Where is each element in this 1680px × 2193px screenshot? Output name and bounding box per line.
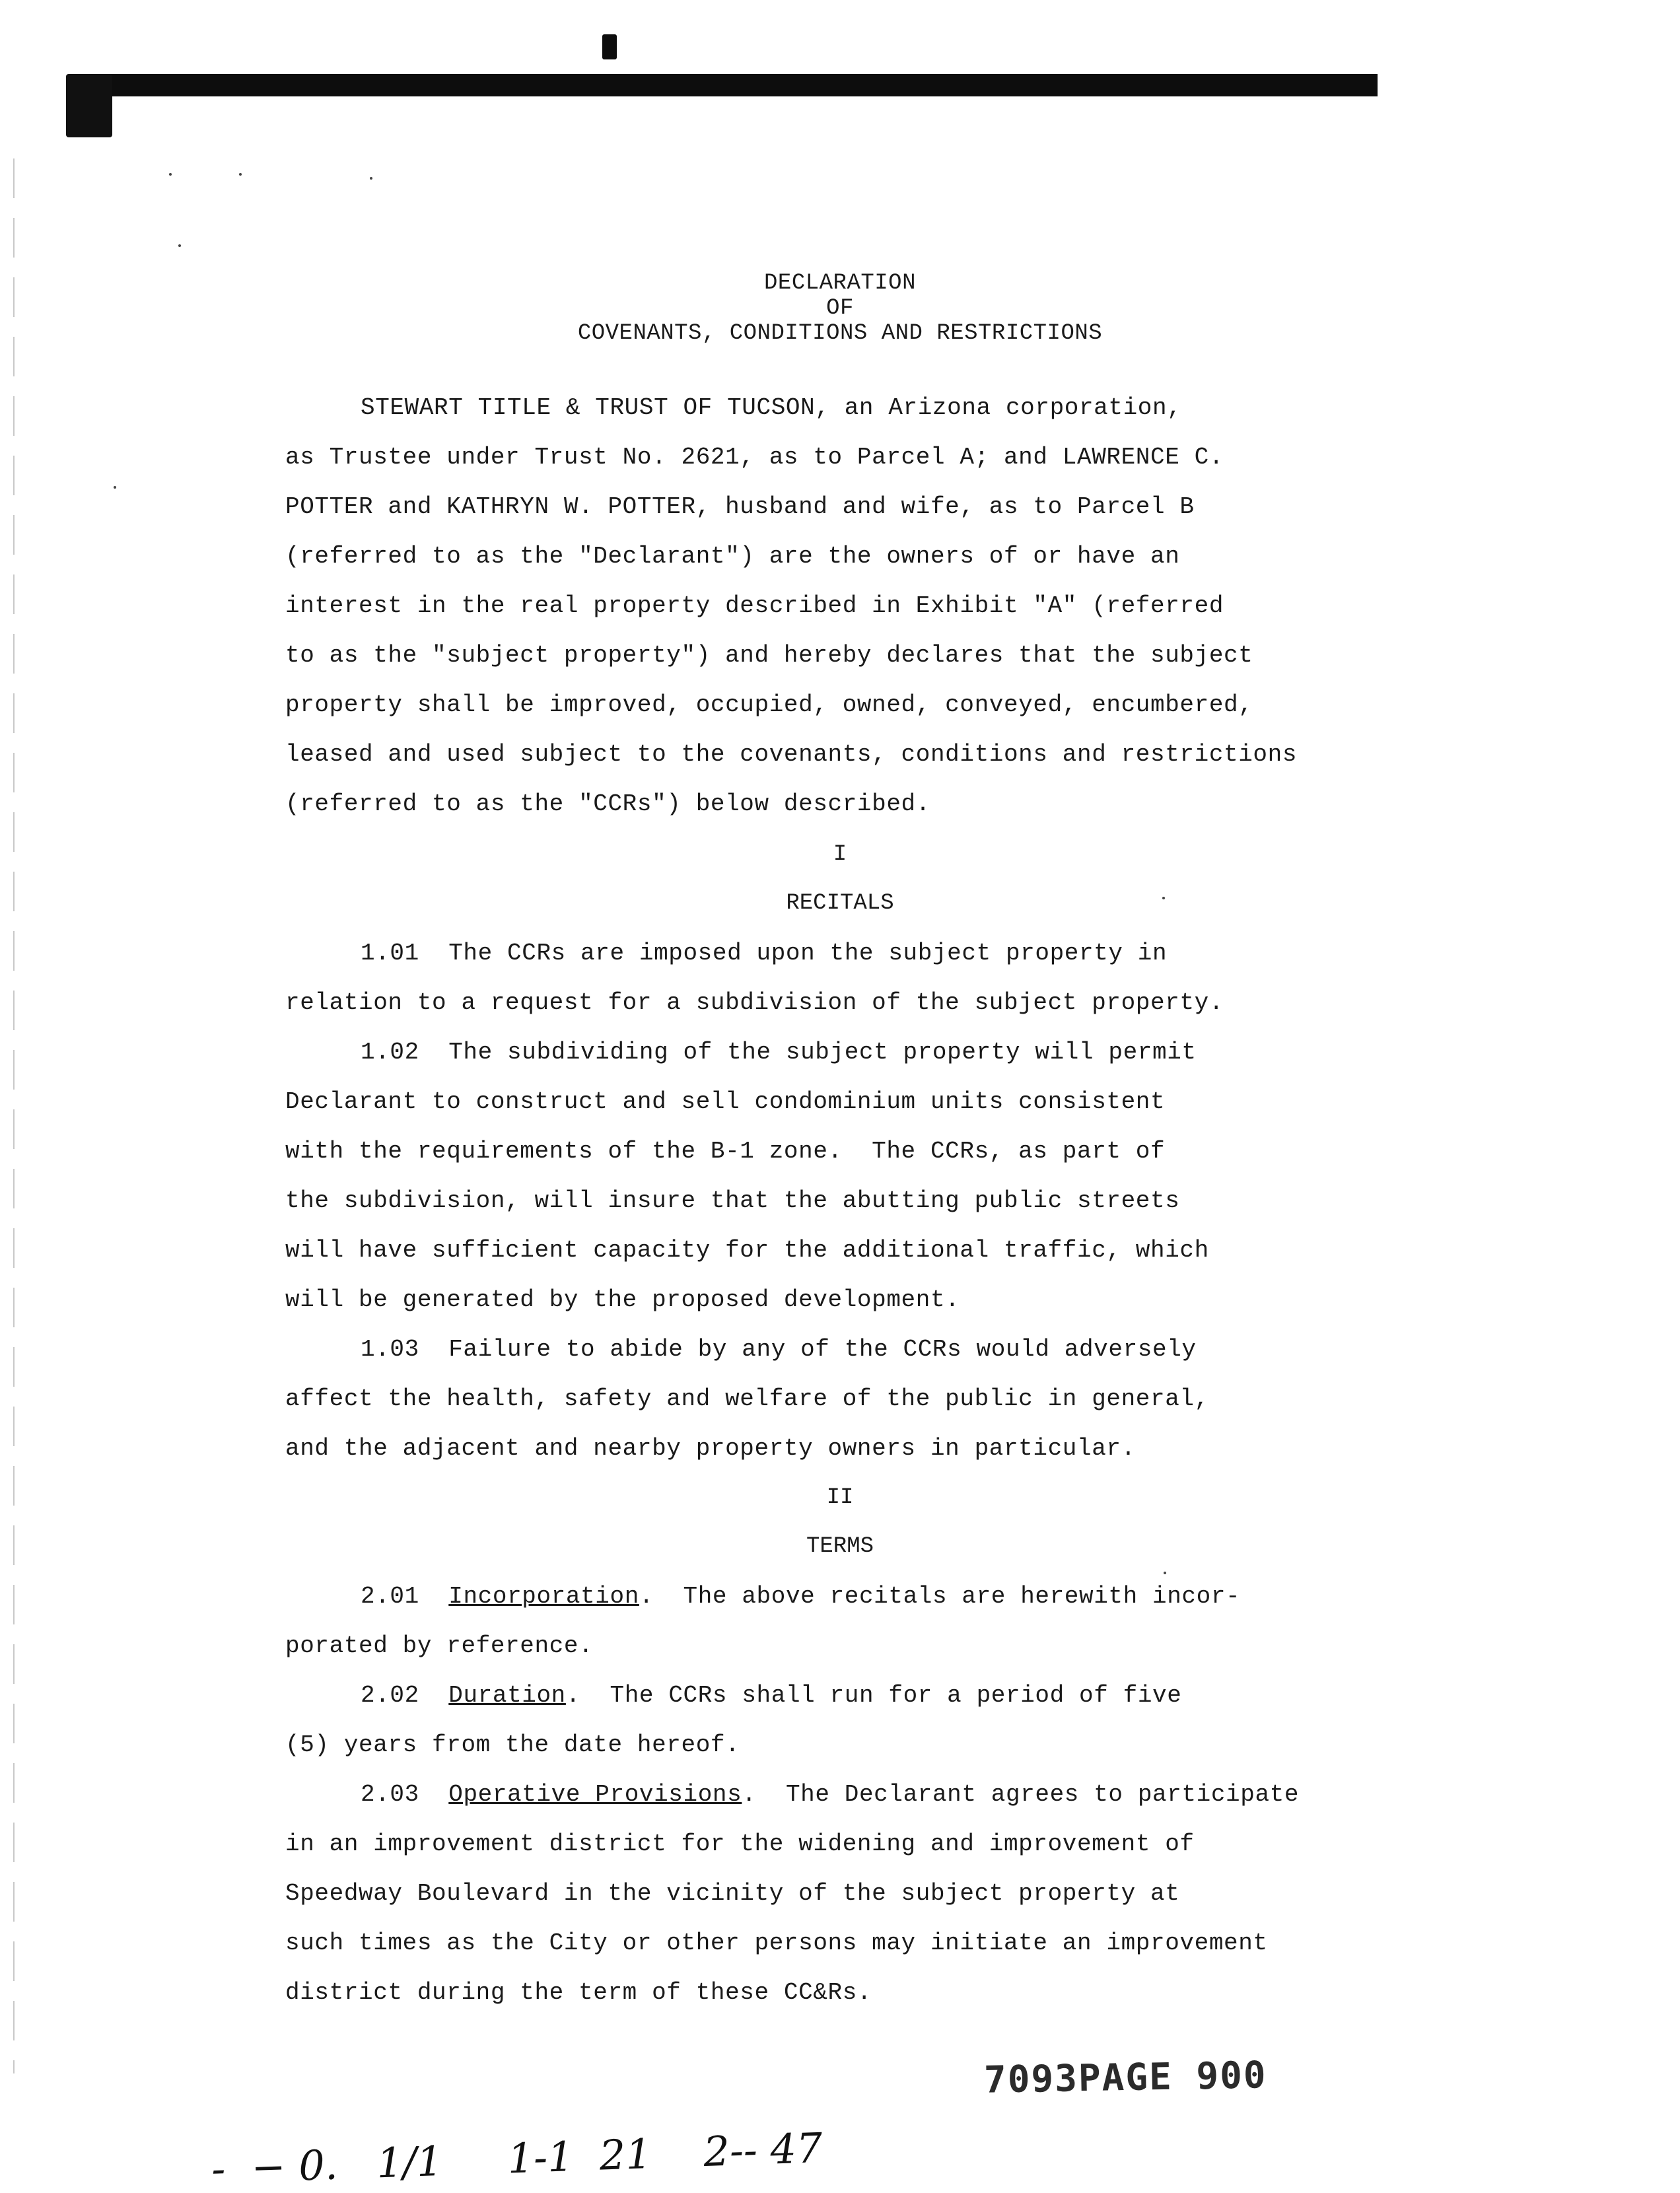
recital-line: and the adjacent and nearby property owners in particular.	[285, 1435, 1136, 1462]
intro-line: interest in the real property described in Exhibit "A" (referred	[285, 592, 1224, 619]
section-heading: Duration	[448, 1682, 566, 1709]
section-2-03	[361, 1782, 1299, 1808]
intro-line: (referred to as the "CCRs") below described.	[285, 790, 930, 818]
scan-speck	[239, 173, 242, 176]
scan-mark	[602, 34, 617, 59]
intro-line: property shall be improved, occupied, owned, conveyed, encumbered,	[285, 691, 1253, 718]
recital-line: will be generated by the proposed development.	[285, 1286, 960, 1313]
intro-line: (referred to as the "Declarant") are the owners of or have an	[285, 543, 1180, 570]
section-heading: Operative Provisions	[448, 1781, 742, 1808]
recital-line: with the requirements of the B-1 zone. The CCRs, as part of	[285, 1138, 1166, 1165]
section-text: . The above recitals are herewith incor-	[639, 1583, 1241, 1610]
scan-border-bar	[74, 74, 1378, 96]
section-2-02	[361, 1683, 1181, 1709]
section-heading: Incorporation	[448, 1583, 639, 1610]
section-line: district during the term of these CC&Rs.	[285, 1979, 872, 2006]
recital-line: the subdivision, will insure that the abutting public streets	[285, 1187, 1180, 1214]
scan-speck	[178, 244, 181, 247]
intro-line: as Trustee under Trust No. 2621, as to Parcel A; and LAWRENCE C.	[285, 444, 1224, 471]
recital-line: 1.01 The CCRs are imposed upon the subject property in	[361, 940, 1168, 967]
scan-speck	[169, 173, 172, 176]
section-text: . The CCRs shall run for a period of five	[565, 1682, 1182, 1709]
section-number: 2.03	[361, 1781, 419, 1808]
article-number: I	[833, 842, 847, 867]
intro-line: to as the "subject property") and hereby declares that the subject	[285, 642, 1253, 669]
section-number: 2.02	[361, 1682, 419, 1709]
recital-line: Declarant to construct and sell condominium units consistent	[285, 1088, 1166, 1115]
article-title: RECITALS	[786, 891, 894, 916]
section-line: (5) years from the date hereof.	[285, 1731, 740, 1758]
recital-line: affect the health, safety and welfare of the public in general,	[285, 1385, 1209, 1412]
recital-line: relation to a request for a subdivision of the subject property.	[285, 989, 1224, 1016]
section-line: porated by reference.	[285, 1632, 594, 1659]
section-text: . The Declarant agrees to participate	[742, 1781, 1300, 1808]
document-title-of: OF	[826, 296, 854, 321]
book-page-stamp: 7093PAGE 900	[983, 2054, 1268, 2102]
scan-corner-mark	[66, 74, 112, 137]
section-2-01	[361, 1584, 1240, 1610]
intro-line: leased and used subject to the covenants, conditions and restrictions	[285, 741, 1298, 768]
scan-speck	[370, 177, 372, 180]
handwritten-notation: - − 0. 1/1 1-1 21 2-- 47	[211, 2123, 823, 2193]
section-line: in an improvement district for the widening and improvement of	[285, 1830, 1195, 1858]
section-number: 2.01	[361, 1583, 419, 1610]
intro-line: STEWART TITLE & TRUST OF TUCSON, an Arizona corporation,	[361, 394, 1182, 421]
scan-speck	[1164, 1572, 1166, 1574]
section-line: such times as the City or other persons may initiate an improvement	[285, 1930, 1268, 1957]
section-line: Speedway Boulevard in the vicinity of the subject property at	[285, 1880, 1180, 1907]
document-subtitle: COVENANTS, CONDITIONS AND RESTRICTIONS	[577, 321, 1103, 346]
scan-left-edge	[13, 158, 15, 2073]
recital-line: 1.02 The subdividing of the subject property will permit	[361, 1039, 1197, 1066]
intro-line: POTTER and KATHRYN W. POTTER, husband and wife, as to Parcel B	[285, 493, 1195, 520]
recital-line: 1.03 Failure to abide by any of the CCRs would adversely	[361, 1336, 1197, 1363]
article-number: II	[826, 1485, 854, 1510]
article-title: TERMS	[806, 1534, 874, 1559]
scan-speck	[114, 486, 116, 489]
recital-line: will have sufficient capacity for the additional traffic, which	[285, 1237, 1209, 1264]
document-title: DECLARATION	[764, 271, 916, 296]
